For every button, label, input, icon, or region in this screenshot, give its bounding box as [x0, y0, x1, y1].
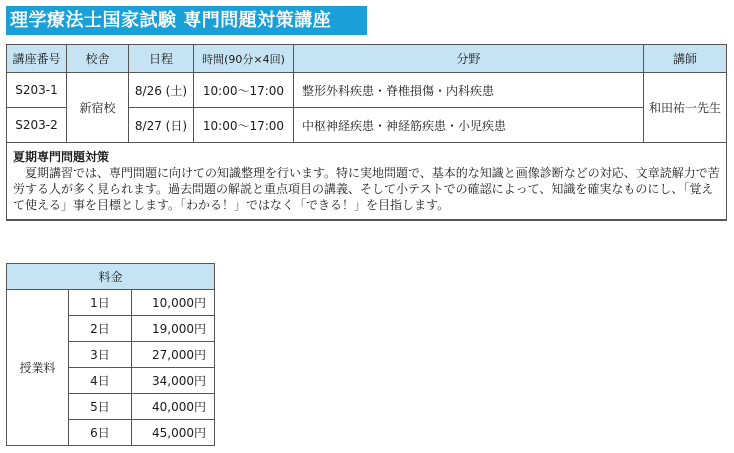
fee-days: 4日: [69, 368, 132, 394]
course-time: 10:00〜17:00: [194, 73, 294, 108]
table-header-row: [7, 45, 727, 73]
fee-price: 34,000円: [132, 368, 215, 394]
fee-days: 2日: [69, 316, 132, 342]
fee-table: [6, 263, 215, 446]
course-code: S203-1: [7, 73, 67, 108]
course-field: 整形外科疾患・脊椎損傷・内科疾患: [294, 73, 644, 108]
fee-header-row: [7, 264, 215, 290]
header-date: 日程: [129, 45, 194, 73]
fee-days: 5日: [69, 394, 132, 420]
header-course-code: 講座番号: [7, 45, 67, 73]
header-field: 分野: [294, 45, 644, 73]
course-description: [7, 143, 727, 221]
fee-days: 3日: [69, 342, 132, 368]
fee-days: 1日: [69, 290, 132, 316]
page-title: 理学療法士国家試験 専門問題対策講座: [6, 6, 367, 35]
fee-price: 10,000円: [132, 290, 215, 316]
header-campus: 校舎: [67, 45, 129, 73]
instructor-cell: 和田祐一先生: [644, 73, 727, 143]
table-row: [7, 290, 215, 316]
fee-price: 45,000円: [132, 420, 215, 446]
description-body: 夏期講習では、専門問題に向けての知識整理を行います。特に実地問題で、基本的な知識と画像診断などの対応、文章読解力で苦労する人が多く見られます。過去問題の解説と重点項目の講義、そして小テストでの確認によって、知識を確実なものにし、「覚えて使える」事を目標とします。「わかる！」ではなく「できる！」を目指します。: [13, 166, 720, 212]
description-heading: 夏期専門問題対策: [13, 150, 110, 164]
course-date: 8/27 (日): [129, 108, 194, 143]
campus-cell: 新宿校: [67, 73, 129, 143]
header-time: 時間(90分×4回): [194, 45, 294, 73]
fee-price: 19,000円: [132, 316, 215, 342]
course-schedule-table: [6, 44, 727, 221]
table-row: [7, 73, 727, 108]
fee-price: 40,000円: [132, 394, 215, 420]
course-description-row: [7, 143, 727, 221]
course-field: 中枢神経疾患・神経筋疾患・小児疾患: [294, 108, 644, 143]
course-date: 8/26 (土): [129, 73, 194, 108]
tuition-label: 授業料: [7, 290, 69, 446]
course-code: S203-2: [7, 108, 67, 143]
course-time: 10:00〜17:00: [194, 108, 294, 143]
fee-days: 6日: [69, 420, 132, 446]
fee-header: 料金: [7, 264, 215, 290]
header-instructor: 講師: [644, 45, 727, 73]
fee-price: 27,000円: [132, 342, 215, 368]
